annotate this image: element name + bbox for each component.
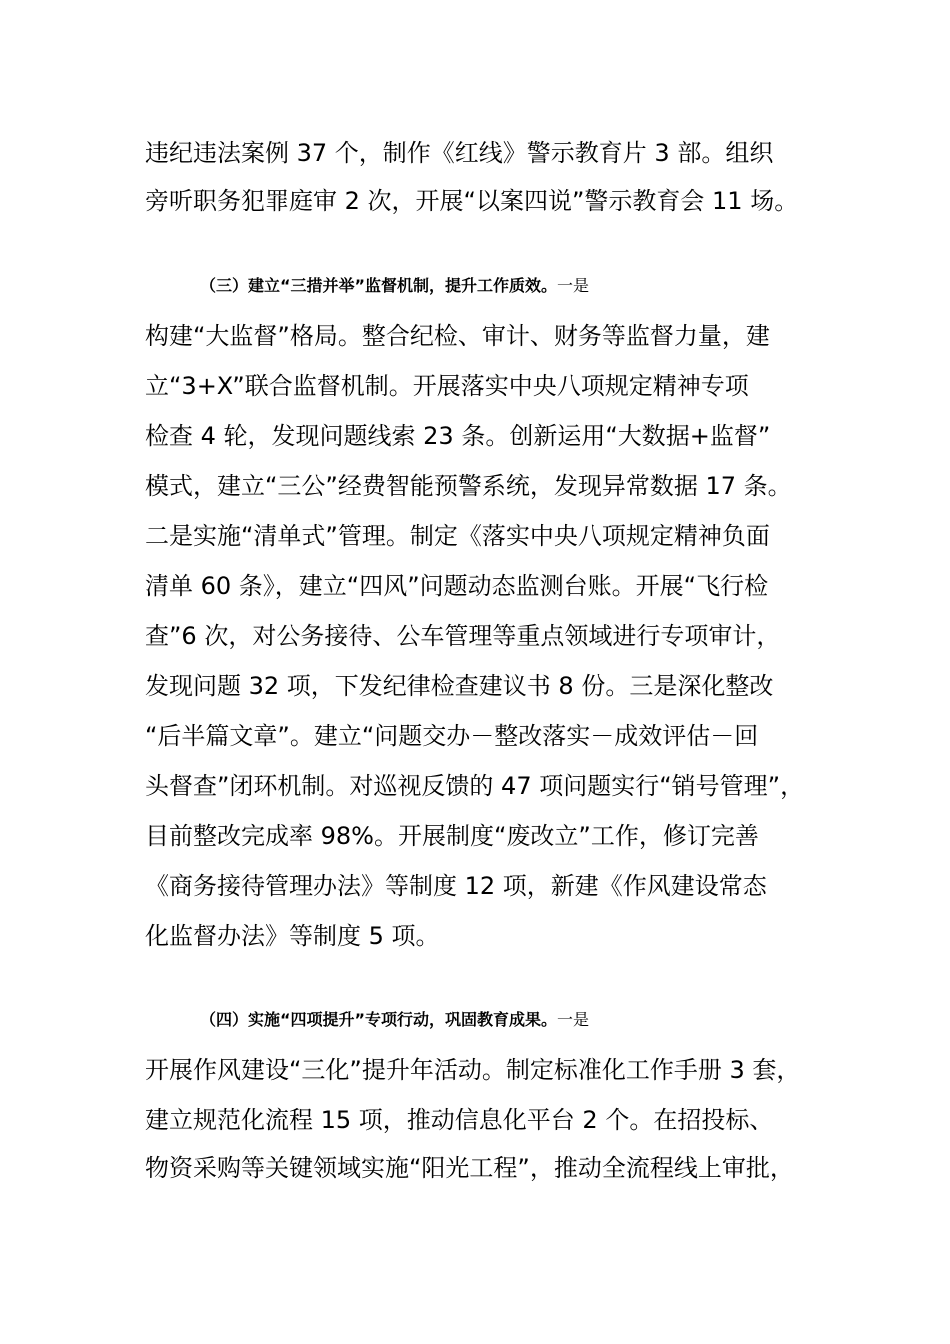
text-line: 清单 60 条》，建立“四风”问题动态监测台账。开展“飞行检	[145, 572, 769, 600]
text-line: 目前整改完成率 98%。开展制度“废改立”工作，修订完善	[145, 822, 759, 850]
text-line: 建立规范化流程 15 项，推动信息化平台 2 个。在招投标、	[145, 1106, 774, 1134]
text-fragment: 一是	[557, 276, 590, 295]
text-line: 查”6 次，对公务接待、公车管理等重点领域进行专项审计，	[145, 622, 781, 650]
section-heading-line	[200, 266, 890, 306]
text-line: 头督查”闭环机制。对巡视反馈的 47 项问题实行“销号管理”，	[145, 772, 805, 800]
text-line: “后半篇文章”。建立“问题交办－整改落实－成效评估－回	[145, 722, 759, 750]
text-line: 化监督办法》等制度 5 项。	[145, 922, 440, 950]
text-line: 开展作风建设“三化”提升年活动。制定标准化工作手册 3 套，	[145, 1056, 801, 1084]
text-line: 立“3+X”联合监督机制。开展落实中央八项规定精神专项	[145, 372, 749, 400]
section-heading: （四）实施“四项提升”专项行动，巩固教育成果。	[200, 1010, 558, 1029]
text-line: 旁听职务犯罪庭审 2 次，开展“以案四说”警示教育会 11 场。	[145, 187, 799, 215]
text-line: 二是实施“清单式”管理。制定《落实中央八项规定精神负面	[145, 522, 770, 550]
section-heading-line	[200, 1000, 890, 1040]
section-heading: （三）建立“三措并举”监督机制，提升工作质效。	[200, 276, 558, 295]
text-line: 发现问题 32 项，下发纪律检查建议书 8 份。三是深化整改	[145, 672, 774, 700]
text-line: 物资采购等关键领域实施“阳光工程”，推动全流程线上审批，	[145, 1154, 794, 1182]
text-fragment: 一是	[557, 1010, 590, 1029]
text-line: 违纪违法案例 37 个，制作《红线》警示教育片 3 部。组织	[145, 139, 774, 167]
text-line: 检查 4 轮，发现问题线索 23 条。创新运用“大数据+监督”	[145, 422, 771, 450]
text-line: 《商务接待管理办法》等制度 12 项，新建《作风建设常态	[145, 872, 767, 900]
text-line: 模式，建立“三公”经费智能预警系统，发现异常数据 17 条。	[145, 472, 792, 500]
text-line: 构建“大监督”格局。整合纪检、审计、财务等监督力量，建	[145, 322, 770, 350]
